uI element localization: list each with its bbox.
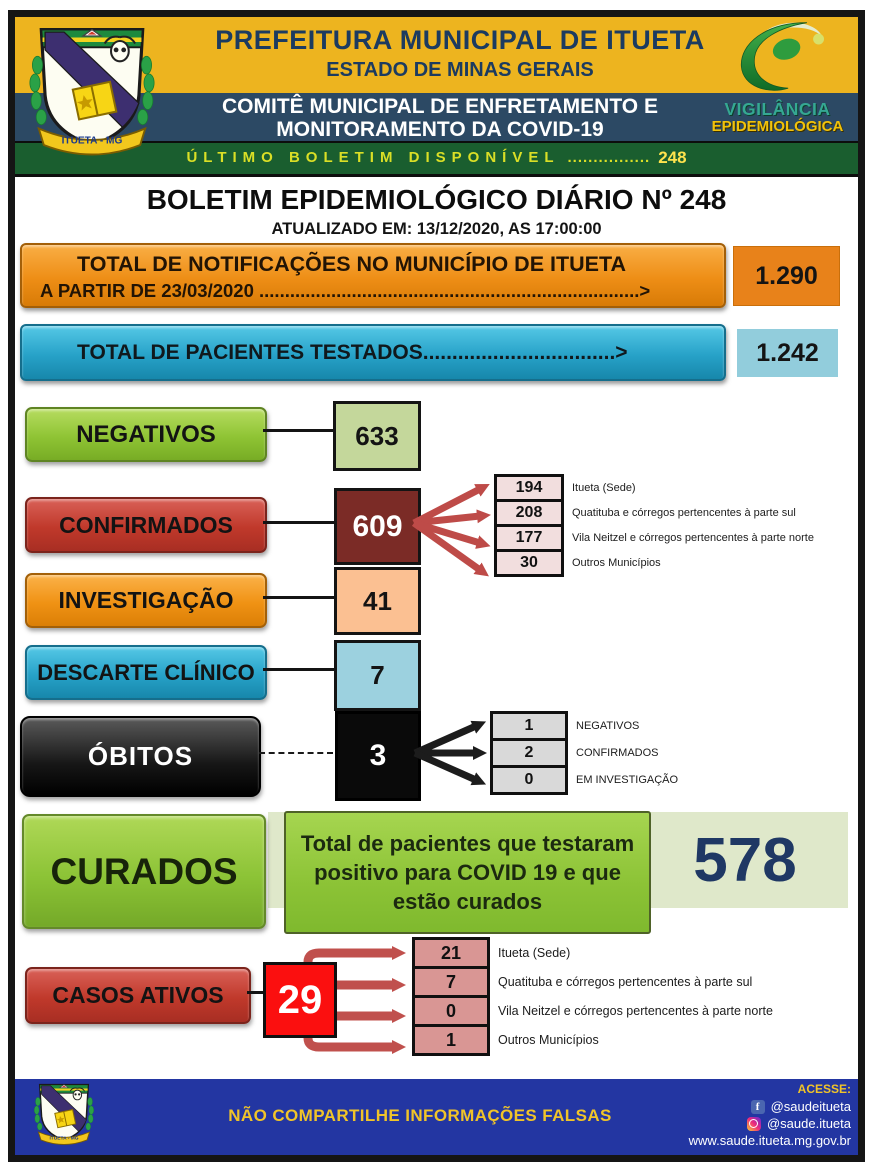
casos-ativos-connector (247, 991, 263, 994)
facebook-handle-text: @saudeitueta (770, 1099, 851, 1114)
vigilancia-label-line1: VIGILÂNCIA (724, 99, 831, 119)
tested-bar (20, 324, 726, 381)
breakdown-value: 1 (412, 1024, 490, 1056)
facebook-handle[interactable] (689, 1099, 851, 1114)
curados-description: Total de pacientes que testaram positivo para COVID 19 e que estão curados (284, 811, 651, 934)
committee-title (160, 95, 720, 141)
last-bulletin-label: ÚLTIMO BOLETIM DISPONÍVEL (186, 149, 560, 166)
footer-warning: NÃO COMPARTILHE INFORMAÇÕES FALSAS (228, 1106, 612, 1125)
committee-line2: MONITORAMENTO DA COVID-19 (276, 118, 604, 141)
bulletin-updated: ATUALIZADO EM: 13/12/2020, AS 17:00:00 (271, 220, 602, 238)
obitos-connector (259, 752, 333, 754)
breakdown-value: 194 (494, 474, 564, 502)
negativos-value: 633 (333, 401, 421, 471)
org-state: ESTADO DE MINAS GERAIS (326, 59, 594, 81)
breakdown-row (412, 995, 773, 1027)
investigacao-connector (263, 596, 334, 599)
vigilancia-swoosh-icon (703, 18, 853, 96)
obitos-pill: ÓBITOS (20, 716, 261, 797)
breakdown-label: Outros Municípios (498, 1033, 599, 1047)
footer-coat-of-arms-icon (32, 1081, 96, 1149)
breakdown-row (490, 711, 678, 741)
vigilancia-label-line2: EPIDEMIOLÓGICA (711, 117, 844, 135)
breakdown-row (412, 1024, 773, 1056)
notifications-bar (20, 243, 726, 308)
investigacao-pill: INVESTIGAÇÃO (25, 573, 267, 628)
website-link[interactable] (689, 1133, 851, 1148)
footer-links (689, 1082, 851, 1148)
breakdown-value: 177 (494, 524, 564, 552)
casos-ativos-pill: CASOS ATIVOS (25, 967, 251, 1024)
confirmados-breakdown (494, 474, 814, 577)
negativos-pill: NEGATIVOS (25, 407, 267, 462)
breakdown-row (494, 524, 814, 552)
breakdown-label: Vila Neitzel e córregos pertencentes à parte norte (498, 1004, 773, 1018)
committee-line1: COMITÊ MUNICIPAL DE ENFRETAMENTO E (222, 95, 658, 118)
instagram-icon (747, 1117, 761, 1131)
confirmados-value: 609 (334, 488, 421, 565)
confirmados-pill: CONFIRMADOS (25, 497, 267, 553)
breakdown-row (490, 738, 678, 768)
breakdown-row (494, 474, 814, 502)
breakdown-row (494, 549, 814, 577)
notifications-line1: TOTAL DE NOTIFICAÇÕES NO MUNICÍPIO DE ITUETA (77, 252, 627, 276)
breakdown-value: 208 (494, 499, 564, 527)
footer-access-label: ACESSE: (797, 1082, 851, 1096)
negativos-connector (263, 429, 333, 432)
casos-ativos-arrows (295, 938, 417, 1056)
breakdown-label: EM INVESTIGAÇÃO (576, 774, 679, 786)
breakdown-label: Itueta (Sede) (498, 946, 571, 960)
notifications-line2: A PARTIR DE 23/03/2020 ..........................................................................> (40, 280, 651, 301)
breakdown-value: 1 (490, 711, 568, 741)
breakdown-label: Quatituba e córregos pertencentes à parte sul (498, 975, 753, 989)
tested-value: 1.242 (737, 329, 838, 377)
breakdown-label: NEGATIVOS (576, 720, 640, 732)
breakdown-label: Outros Municípios (572, 557, 661, 569)
tested-label: TOTAL DE PACIENTES TESTADOS.................................> (77, 340, 628, 364)
city-coat-of-arms-icon (24, 22, 160, 164)
last-bulletin-number: 248 (658, 147, 687, 167)
curados-pill: CURADOS (22, 814, 266, 929)
casos-ativos-breakdown (412, 937, 773, 1056)
casos-ativos-value: 29 (263, 962, 337, 1038)
breakdown-row (490, 765, 678, 795)
obitos-arrows (412, 702, 498, 804)
breakdown-label: CONFIRMADOS (576, 747, 659, 759)
instagram-handle[interactable] (689, 1116, 851, 1131)
breakdown-value: 0 (412, 995, 490, 1027)
org-name: PREFEITURA MUNICIPAL DE ITUETA (215, 25, 705, 55)
breakdown-row (412, 937, 773, 969)
vigilancia-logo (700, 18, 855, 140)
descarte-value: 7 (334, 640, 421, 711)
obitos-value: 3 (335, 711, 421, 801)
confirmados-connector (263, 521, 334, 524)
facebook-icon: f (751, 1100, 765, 1114)
breakdown-row (494, 499, 814, 527)
website-link-text: www.saude.itueta.mg.gov.br (688, 1133, 851, 1148)
breakdown-value: 0 (490, 765, 568, 795)
confirmados-arrows (408, 467, 502, 589)
curados-value: 578 (693, 826, 797, 895)
breakdown-value: 30 (494, 549, 564, 577)
descarte-pill: DESCARTE CLÍNICO (25, 645, 267, 700)
breakdown-value: 7 (412, 966, 490, 998)
bulletin-title: BOLETIM EPIDEMIOLÓGICO DIÁRIO Nº 248 (146, 184, 727, 215)
obitos-breakdown (490, 711, 678, 795)
breakdown-label: Quatituba e córregos pertencentes à parte sul (572, 507, 796, 519)
descarte-connector (263, 668, 334, 671)
instagram-handle-text: @saude.itueta (766, 1116, 851, 1131)
breakdown-value: 21 (412, 937, 490, 969)
header-org (160, 25, 760, 82)
notifications-value: 1.290 (733, 246, 840, 306)
breakdown-label: Vila Neitzel e córregos pertencentes à parte norte (572, 532, 814, 544)
investigacao-value: 41 (334, 567, 421, 635)
breakdown-value: 2 (490, 738, 568, 768)
breakdown-label: Itueta (Sede) (572, 482, 636, 494)
breakdown-row (412, 966, 773, 998)
last-bulletin-dots: ................ (567, 149, 651, 166)
